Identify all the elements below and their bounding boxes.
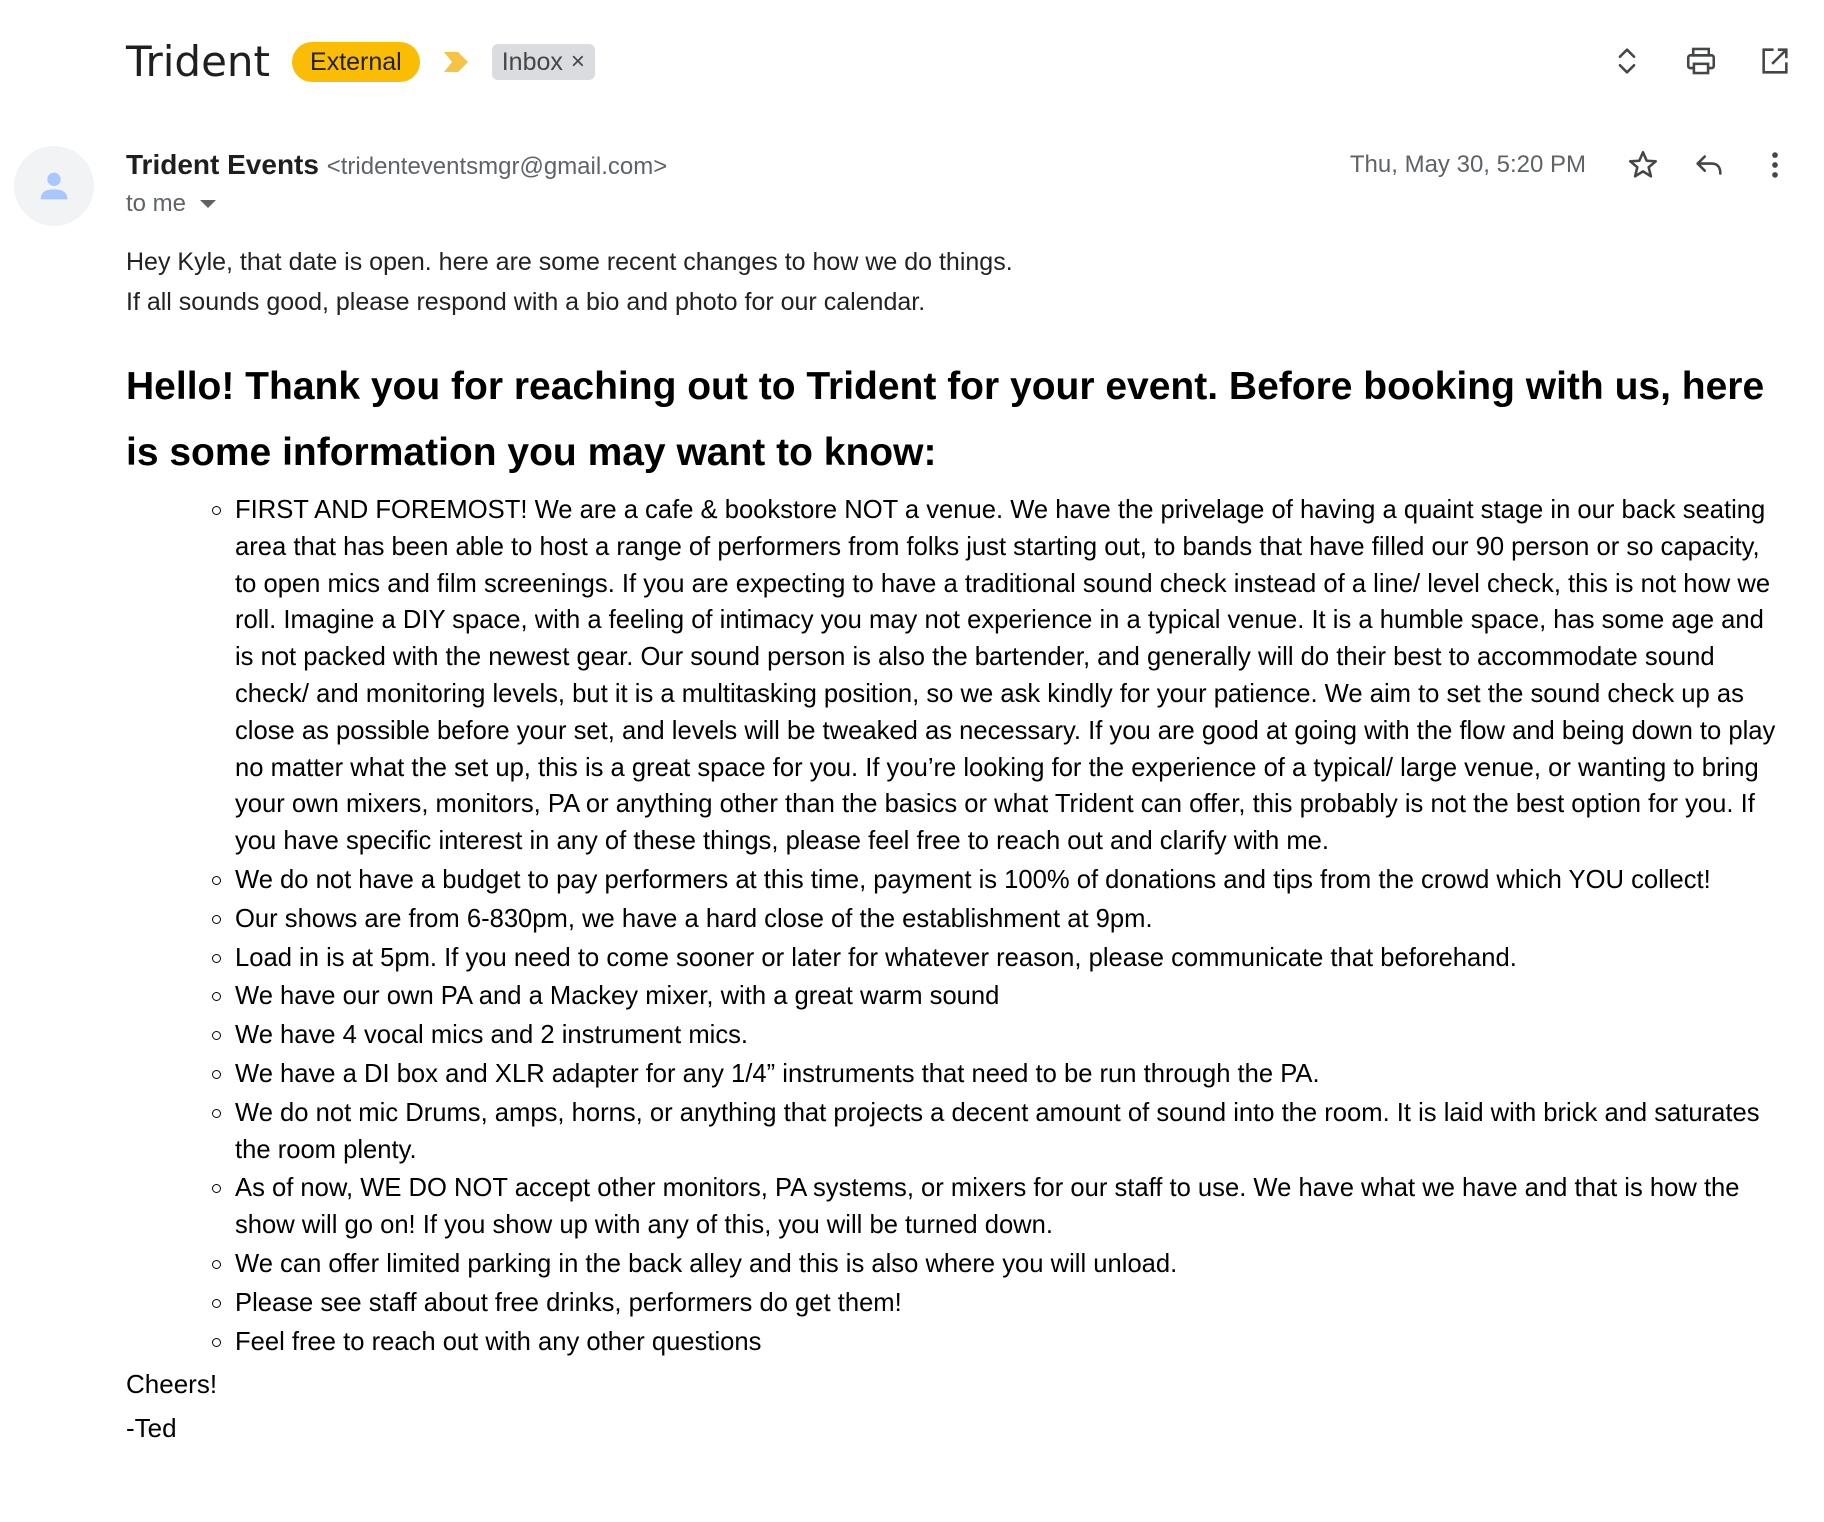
star-icon[interactable] (1624, 146, 1662, 184)
signature-text: -Ted (126, 1413, 177, 1444)
remove-label-icon[interactable]: × (570, 48, 585, 75)
list-item: Load in is at 5pm. If you need to come sooner or later for whatever reason, please communicate that beforehand. (235, 940, 1786, 977)
external-badge: External (292, 42, 420, 82)
message-actions (1350, 146, 1794, 184)
message-date: Thu, May 30, 5:20 PM (1349, 151, 1586, 178)
avatar[interactable] (14, 146, 94, 226)
list-item: Feel free to reach out with any other questions (235, 1324, 1786, 1361)
intro-line-1: Hey Kyle, that date is open. here are some recent changes to how we do things. (126, 248, 1013, 276)
body-headline: Hello! Thank you for reaching out to Trident for your event. Before booking with us, here is some information you may want to know: (126, 365, 1765, 474)
print-icon[interactable] (1682, 42, 1720, 80)
inbox-label-chip (492, 44, 595, 80)
list-item: Our shows are from 6-830pm, we have a hard close of the establishment at 9pm. (235, 901, 1786, 938)
header-actions (1608, 42, 1794, 80)
recipient-details-toggle[interactable] (126, 190, 216, 218)
message-body (126, 242, 1786, 1450)
list-item: We have our own PA and a Mackey mixer, with a great warm sound (235, 978, 1786, 1015)
list-item: We have a DI box and XLR adapter for any 1/4” instruments that need to be run through the PA. (235, 1056, 1786, 1093)
intro-line-2: If all sounds good, please respond with a bio and photo for our calendar. (126, 288, 926, 316)
list-item: We do not have a budget to pay performers at this time, payment is 100% of donations and tips from the crowd which YOU collect! (235, 862, 1786, 899)
sender-line (126, 148, 667, 184)
intro-text (126, 242, 1786, 322)
open-in-new-icon[interactable] (1756, 42, 1794, 80)
list-item: As of now, WE DO NOT accept other monitors, PA systems, or mixers for our staff to use. We have what we have and that is how the show will go on! If you show up with any of this, you will be turned down. (235, 1170, 1786, 1244)
list-item: We have 4 vocal mics and 2 instrument mics. (235, 1017, 1786, 1054)
person-icon (34, 166, 74, 206)
chevron-down-icon (200, 200, 216, 208)
sender-name[interactable]: Trident Events (126, 149, 319, 180)
info-list (126, 492, 1786, 1360)
list-item: We can offer limited parking in the back alley and this is also where you will unload. (235, 1246, 1786, 1283)
reply-icon[interactable] (1690, 146, 1728, 184)
list-item: Please see staff about free drinks, performers do get them! (235, 1285, 1786, 1322)
email-subject: Trident (126, 37, 271, 86)
list-item: FIRST AND FOREMOST! We are a cafe & bookstore NOT a venue. We have the privelage of having a quaint stage in our back seating area that has been able to host a range of performers from folks just starting out, to bands that have filled our 90 person or so capacity, to open mics and film screenings. If you are expecting to have a traditional sound check instead of a line/ level check, this is not how we roll. Imagine a DIY space, with a feeling of intimacy you may not experience in a typical venue. It is a humble space, has some age and is not packed with the newest gear. Our sound person is also the bartender, and generally will do their best to accommodate sound check/ and monitoring levels, but it is a multitasking position, so we ask kindly for your patience. We aim to set the sound check up as close as possible before your set, and levels will be tweaked as necessary. If you are good at going with the flow and being down to play no matter what the set up, this is a great space for you. If you’re looking for the experience of a typical/ large venue, or wanting to bring your own mixers, monitors, PA or anything other than the basics or what Trident can offer, this probably is not the best option for you. If you have specific interest in any of these things, please feel free to reach out and clarify with me. (235, 492, 1786, 860)
inbox-label-text: Inbox (501, 48, 563, 76)
unfold-more-icon[interactable] (1608, 42, 1646, 80)
importance-marker-icon[interactable] (442, 50, 470, 74)
closing-text: Cheers! (126, 1369, 218, 1400)
sender-email: <tridenteventsmgr@gmail.com> (326, 153, 668, 180)
more-vert-icon[interactable] (1756, 146, 1794, 184)
recipient-text: to me (126, 190, 187, 217)
email-header (126, 30, 595, 94)
list-item: We do not mic Drums, amps, horns, or anything that projects a decent amount of sound into the room. It is laid with brick and saturates the room plenty. (235, 1095, 1786, 1169)
